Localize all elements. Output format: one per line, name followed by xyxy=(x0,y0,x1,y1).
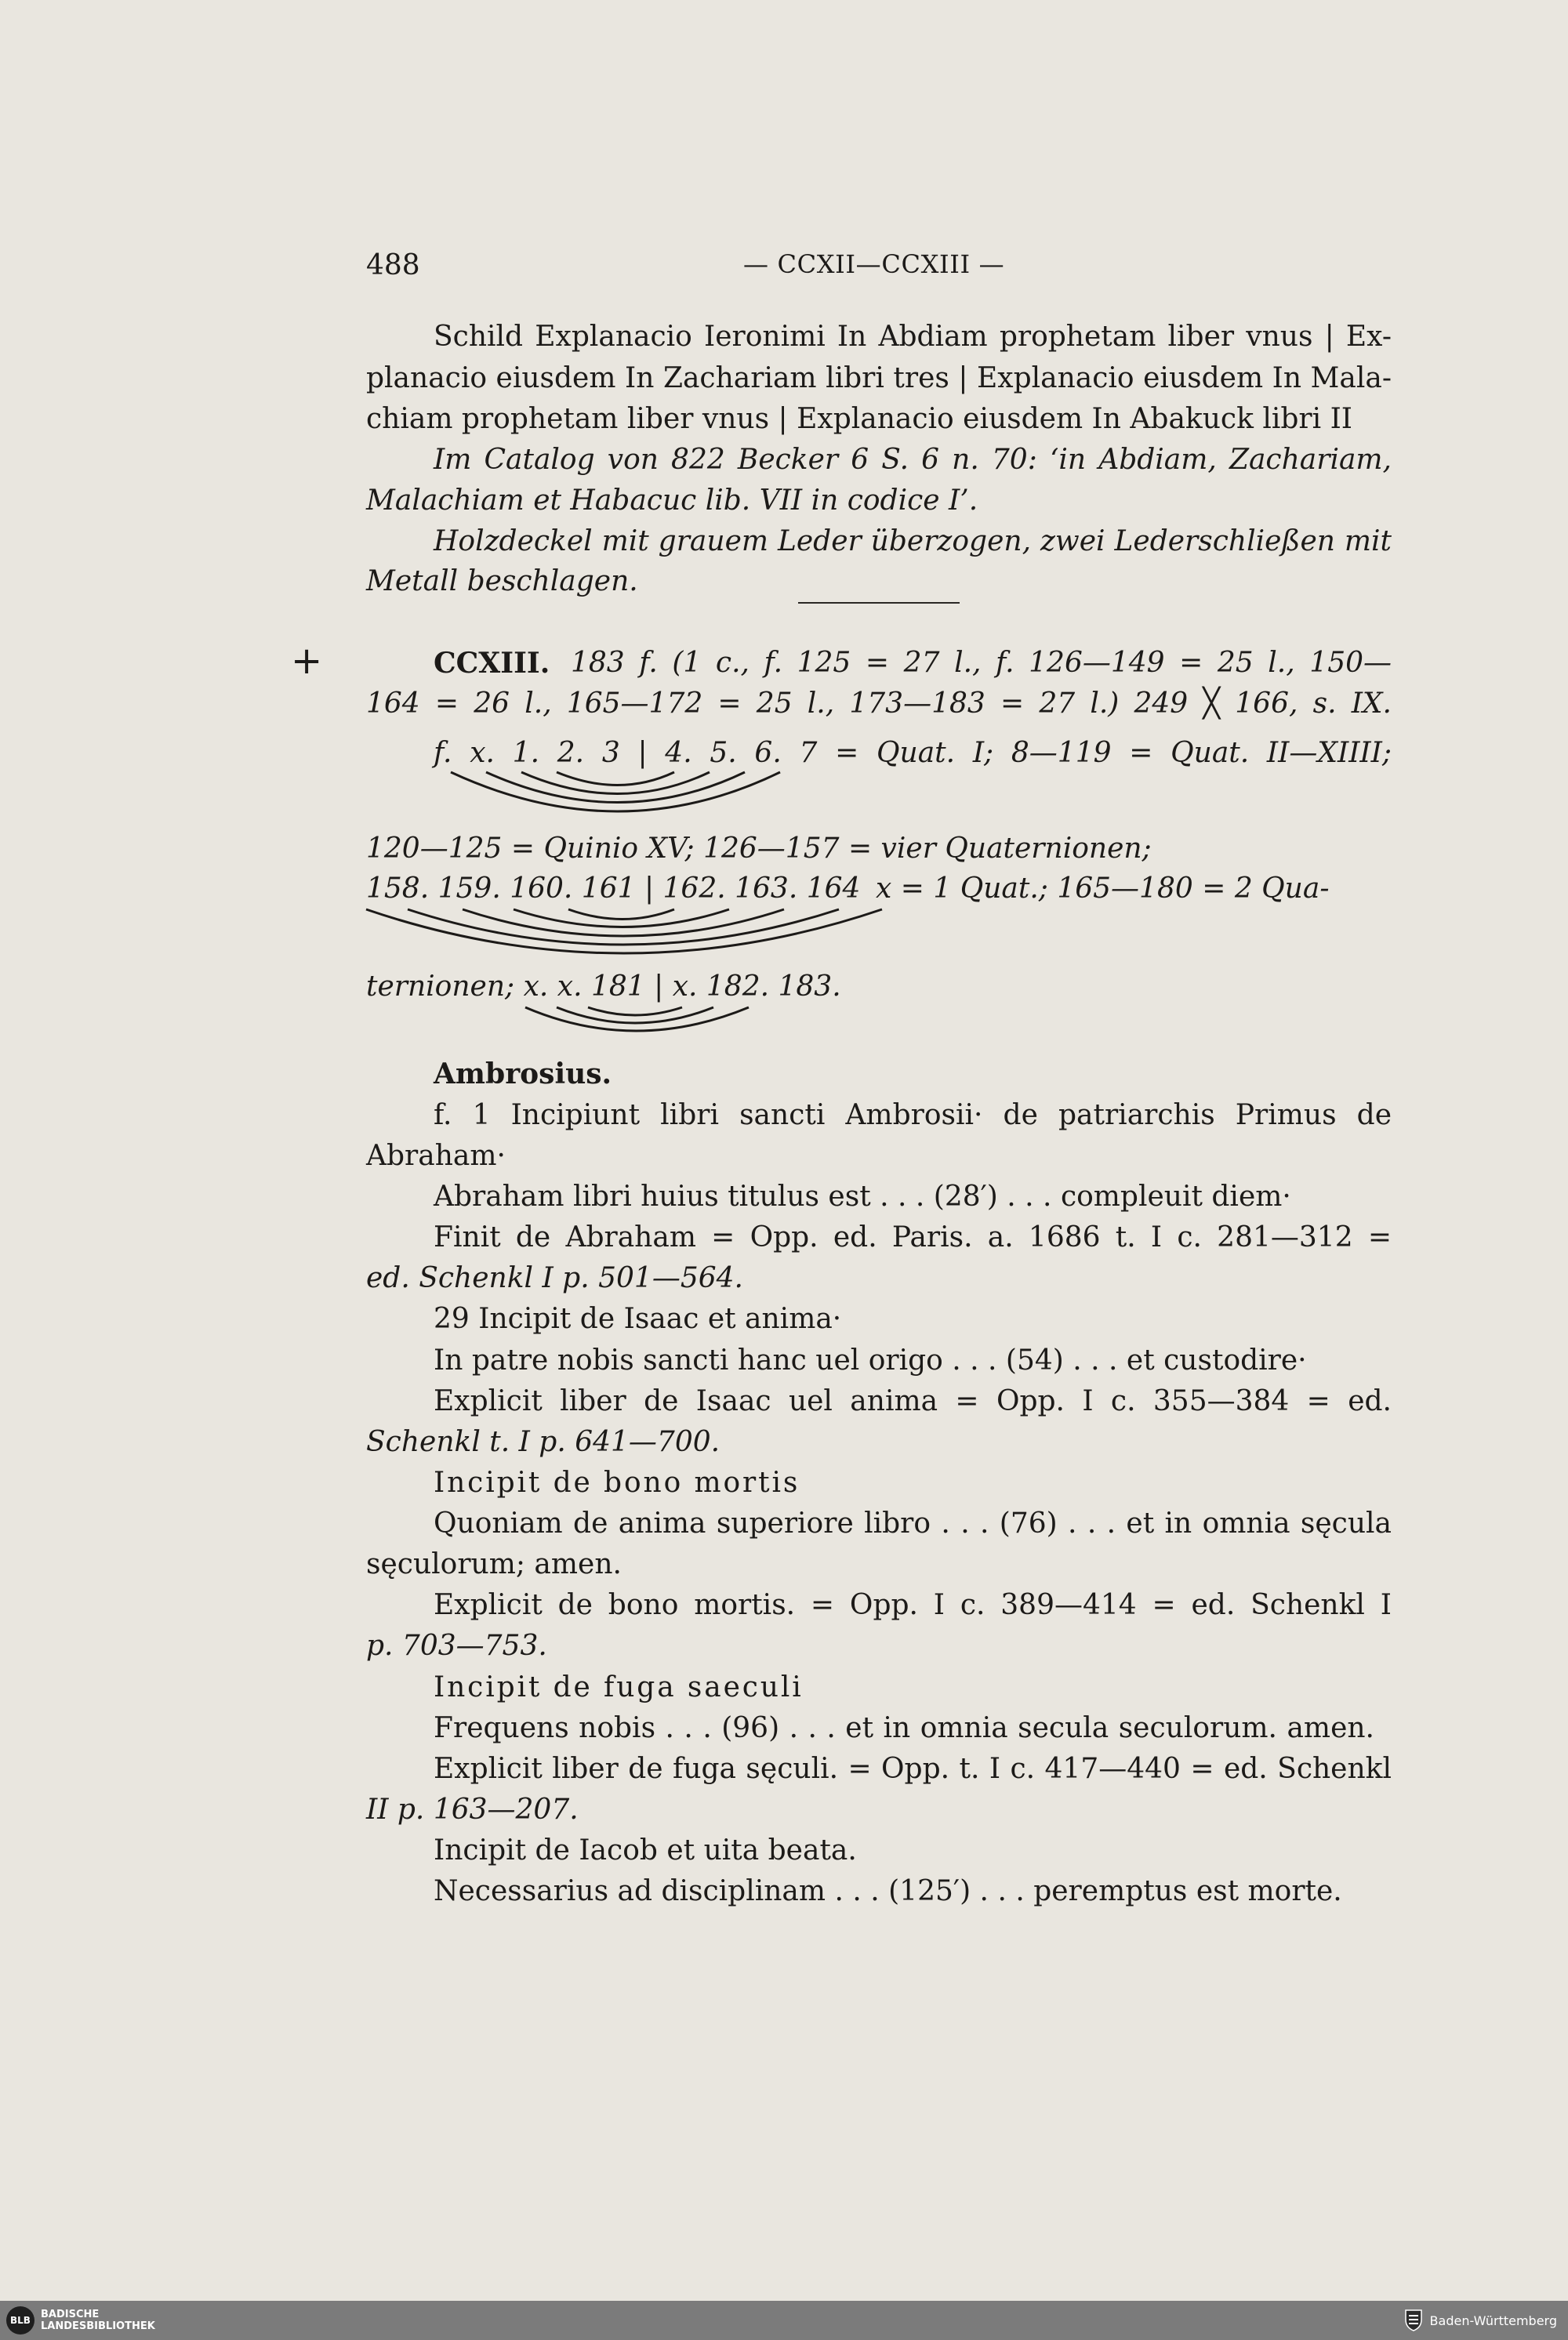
margin-plus-mark: + xyxy=(291,639,323,683)
text-line: Incipit de Iacob et uita beata. xyxy=(434,1834,857,1867)
library-name-line1: BADISCHE xyxy=(41,2309,100,2320)
text-line: Quoniam de anima superiore libro . . . (76) . . . et in omnia sęcula xyxy=(434,1507,1392,1540)
collation-line: ternionen; x. x. 181 | x. 182. 183. xyxy=(366,970,841,1003)
text-line: Schild Explanacio Ieronimi In Abdiam prophetam liber vnus | Ex- xyxy=(434,321,1392,353)
running-title: — CCXII—CCXIII — xyxy=(743,249,1005,279)
text-line: chiam prophetam liber vnus | Explanacio eiusdem In Abakuck libri II xyxy=(366,403,1353,435)
text-line: Frequens nobis . . . (96) . . . et in omnia secula seculorum. amen. xyxy=(434,1712,1374,1744)
text-line: Finit de Abraham = Opp. ed. Paris. a. 1686 t. I c. 281—312 = xyxy=(434,1221,1392,1253)
text-line: Abraham· xyxy=(366,1140,506,1172)
text-line: ed. Schenkl I p. 501—564. xyxy=(366,1262,743,1294)
text-line: p. 703—753. xyxy=(366,1630,547,1662)
text-line: Holzdeckel mit grauem Leder überzogen, zwei Lederschließen mit xyxy=(434,525,1392,557)
text-line: In patre nobis sancti hanc uel origo . . . (54) . . . et custodire· xyxy=(434,1344,1307,1377)
collation-line: f. x. 1. 2. 3 | 4. 5. 6. 7 = Quat. I; 8—119 = Quat. II—XIIII; xyxy=(434,737,1392,769)
text-line: planacio eiusdem In Zachariam libri tres | Explanacio eiusdem In Mala- xyxy=(366,362,1392,394)
library-name xyxy=(41,2309,155,2332)
page-number: 488 xyxy=(366,249,420,281)
footer-bar xyxy=(0,2301,1568,2340)
text-line: Metall beschlagen. xyxy=(366,565,638,597)
text-line: Malachiam et Habacuc lib. VII in codice I’. xyxy=(366,484,978,517)
text-line: Necessarius ad disciplinam . . . (125′) . . . peremptus est morte. xyxy=(434,1875,1342,1907)
baden-wuerttemberg-brand xyxy=(1403,2309,1557,2332)
text-line: 164 = 26 l., 165—172 = 25 l., 173—183 = 27 l.) 249 ╳ 166, s. IX. xyxy=(366,687,1392,720)
state-label: Baden-Württemberg xyxy=(1429,2313,1557,2328)
text-line: Explicit liber de Isaac uel anima = Opp. I c. 355—384 = ed. xyxy=(434,1385,1392,1417)
text-line: Im Catalog von 822 Becker 6 S. 6 n. 70: ‘in Abdiam, Zachariam, xyxy=(434,444,1392,476)
text-line: Incipit de bono mortis xyxy=(434,1467,800,1499)
text-line: Incipit de fuga saeculi xyxy=(434,1671,804,1703)
collation-line: 120—125 = Quinio XV; 126—157 = vier Quaternionen; xyxy=(366,833,1152,865)
library-name-line2: LANDESBIBLIOTHEK xyxy=(41,2320,155,2332)
section-heading: Ambrosius. xyxy=(434,1058,612,1090)
text-line: Abraham libri huius titulus est . . . (28′) . . . compleuit diem· xyxy=(434,1181,1291,1213)
text-line: Explicit de bono mortis. = Opp. I c. 389—414 = ed. Schenkl I xyxy=(434,1589,1392,1621)
text-line: 29 Incipit de Isaac et anima· xyxy=(434,1303,842,1335)
section-divider xyxy=(798,602,960,604)
collation-line: 158. 159. 160. 161 | 162. 163. 164 xyxy=(366,873,861,905)
collation-line: x = 1 Quat.; 165—180 = 2 Qua- xyxy=(876,873,1330,905)
text-line: II p. 163—207. xyxy=(366,1794,579,1826)
state-emblem-icon xyxy=(1403,2309,1424,2332)
manuscript-number: CCXIII. xyxy=(434,647,550,680)
blb-logo-icon: BLB xyxy=(6,2306,34,2335)
text-line: Schenkl t. I p. 641—700. xyxy=(366,1426,720,1458)
text-line: f. 1 Incipiunt libri sancti Ambrosii· de patriarchis Primus de xyxy=(434,1099,1392,1131)
text-line: Explicit liber de fuga sęculi. = Opp. t. I c. 417—440 = ed. Schenkl xyxy=(434,1753,1392,1785)
text-line: 183 f. (1 c., f. 125 = 27 l., f. 126—149 = 25 l., 150— xyxy=(571,647,1392,679)
text-line: sęculorum; amen. xyxy=(366,1548,622,1580)
